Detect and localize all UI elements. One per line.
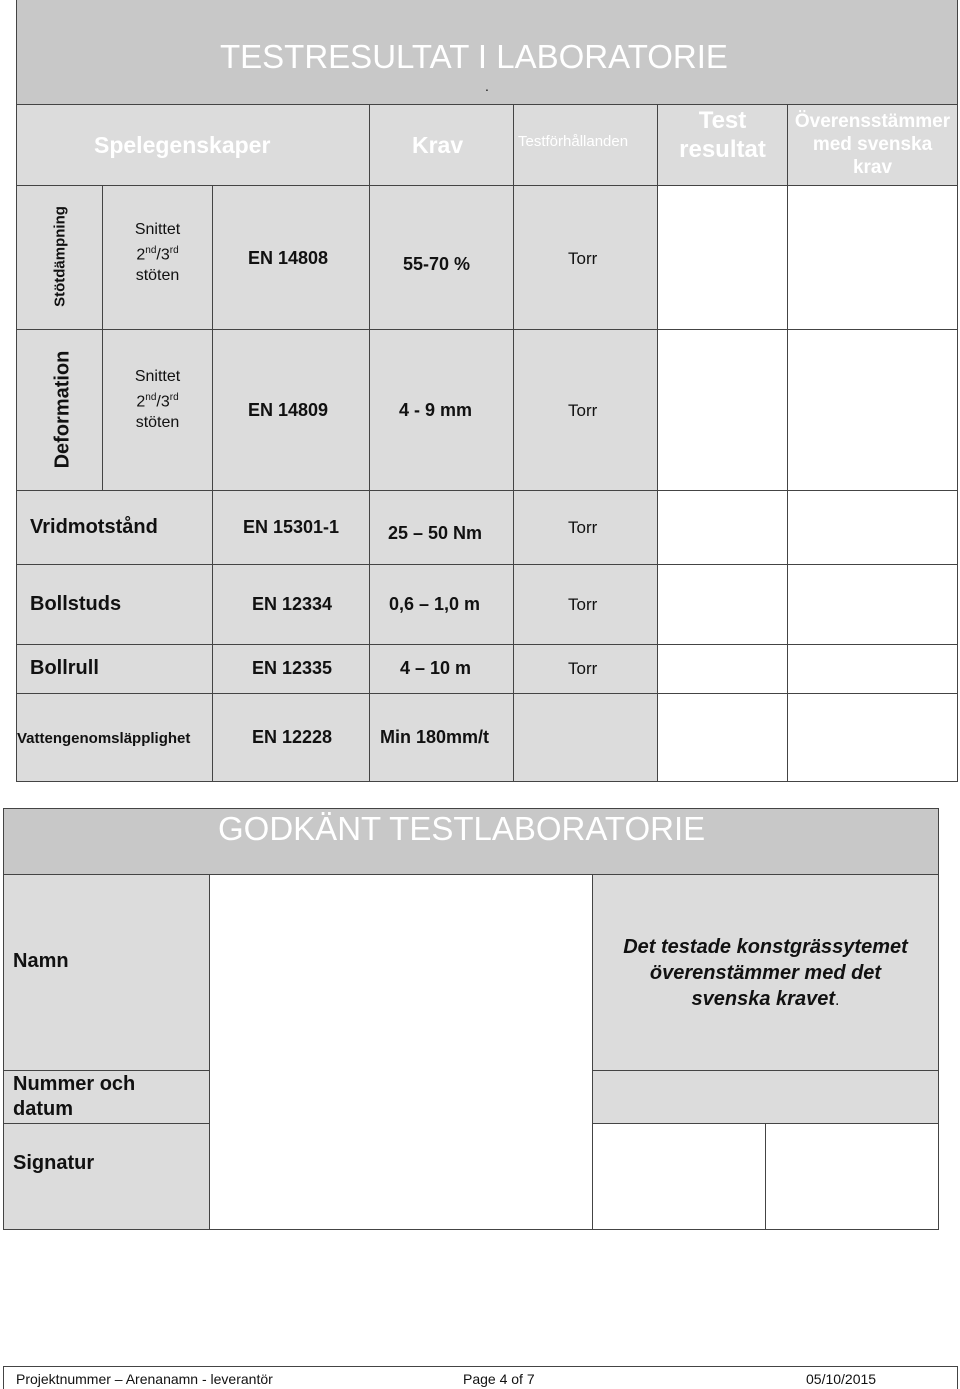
signatur-label: Signatur bbox=[13, 1152, 95, 1174]
header-spelegenskaper: Spelegenskaper bbox=[94, 132, 271, 158]
label-bollstuds: Bollstuds bbox=[30, 593, 122, 615]
signatur-field[interactable] bbox=[592, 1123, 766, 1230]
group-label-deformation: Deformation bbox=[51, 350, 74, 469]
namn-label: Namn bbox=[13, 950, 69, 972]
krav-vatten: Min 180mm/t bbox=[380, 727, 490, 747]
krav-deformation: 4 - 9 mm bbox=[399, 400, 473, 420]
namn-field[interactable] bbox=[209, 874, 593, 1230]
stamp-field[interactable] bbox=[765, 1123, 939, 1230]
standard-bollrull: EN 12335 bbox=[252, 658, 333, 678]
page-title: TESTRESULTAT I LABORATORIE bbox=[220, 38, 728, 75]
standard-deformation: EN 14809 bbox=[248, 400, 329, 420]
condition-vridmotstand: Torr bbox=[568, 518, 598, 537]
signatur-label-cell bbox=[3, 1123, 210, 1230]
compliance-bollrull[interactable] bbox=[787, 644, 958, 694]
approved-title: GODKÄNT TESTLABORATORIE bbox=[218, 810, 706, 847]
result-bollstuds[interactable] bbox=[657, 564, 788, 645]
sub-label-deformation: Snittet 2nd/3rd stöten bbox=[134, 368, 181, 432]
condition-bollstuds: Torr bbox=[568, 595, 598, 614]
condition-stotdampning: Torr bbox=[568, 249, 598, 268]
nummer-label: Nummer och datum bbox=[13, 1073, 136, 1120]
label-bollrull: Bollrull bbox=[30, 657, 99, 679]
header-testresultat: Test resultat bbox=[679, 107, 766, 163]
label-vridmotstand: Vridmotstånd bbox=[30, 516, 158, 538]
header-testforhallanden: Testförhållanden bbox=[518, 133, 629, 150]
nummer-right-cell bbox=[592, 1070, 939, 1124]
footer-page: Page 4 of 7 bbox=[463, 1371, 535, 1387]
compliance-stotdampning[interactable] bbox=[787, 185, 958, 330]
standard-vatten: EN 12228 bbox=[252, 727, 333, 747]
footer-left: Projektnummer – Arenanamn - leverantör bbox=[16, 1371, 273, 1387]
standard-bollstuds: EN 12334 bbox=[252, 594, 333, 614]
sub-label-stotdampning: Snittet 2nd/3rd stöten bbox=[134, 221, 181, 285]
group-label-stotdampning: Stötdämpning bbox=[51, 206, 69, 307]
standard-vridmotstand: EN 15301-1 bbox=[243, 517, 340, 537]
krav-bollrull: 4 – 10 m bbox=[400, 658, 472, 678]
krav-bollstuds: 0,6 – 1,0 m bbox=[389, 594, 481, 614]
standard-stotdampning: EN 14808 bbox=[248, 248, 329, 268]
result-stotdampning[interactable] bbox=[657, 185, 788, 330]
result-deformation[interactable] bbox=[657, 329, 788, 491]
compliance-vatten[interactable] bbox=[787, 693, 958, 782]
compliance-bollstuds[interactable] bbox=[787, 564, 958, 645]
statement-text: Det testade konstgrässytemet överenstämmer med det svenska kravet. bbox=[623, 936, 908, 1010]
compliance-deformation[interactable] bbox=[787, 329, 958, 491]
condition-cell-vatten bbox=[513, 693, 658, 782]
result-vatten[interactable] bbox=[657, 693, 788, 782]
label-vatten: Vattengenomsläpplighet bbox=[17, 730, 191, 747]
krav-stotdampning: 55-70 % bbox=[403, 254, 471, 274]
condition-deformation: Torr bbox=[568, 401, 598, 420]
title-dot: . bbox=[485, 78, 489, 94]
header-overensstammer: Överensstämmer med svenska krav bbox=[794, 111, 951, 178]
krav-vridmotstand: 25 – 50 Nm bbox=[388, 523, 483, 543]
header-krav: Krav bbox=[412, 132, 464, 158]
compliance-vridmotstand[interactable] bbox=[787, 490, 958, 565]
result-bollrull[interactable] bbox=[657, 644, 788, 694]
footer-date: 05/10/2015 bbox=[806, 1371, 877, 1387]
condition-bollrull: Torr bbox=[568, 659, 598, 678]
result-vridmotstand[interactable] bbox=[657, 490, 788, 565]
